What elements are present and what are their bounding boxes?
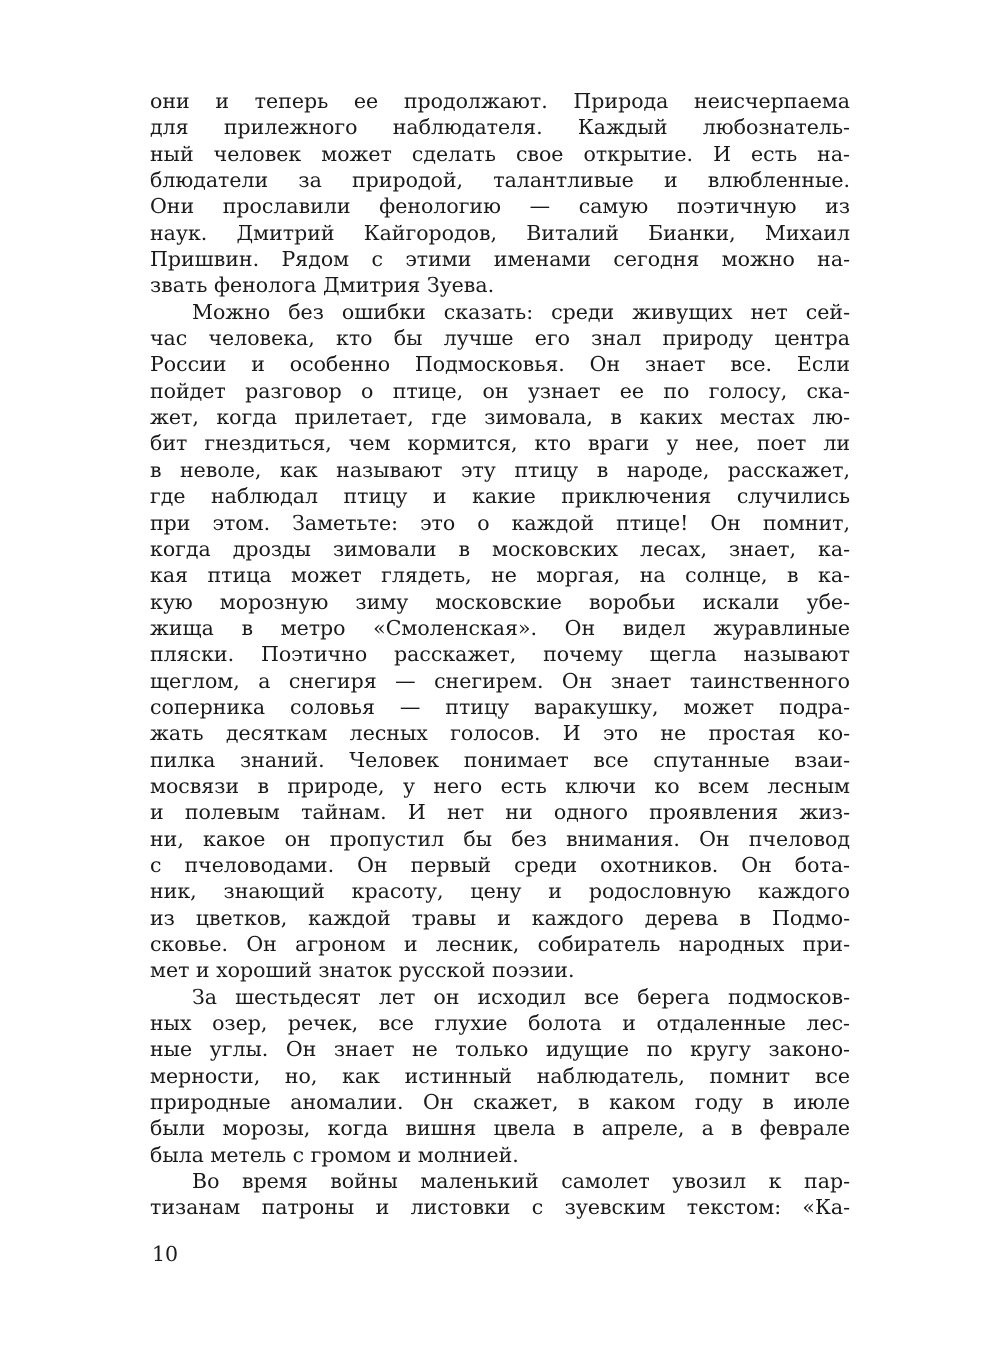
text-line: звать фенолога Дмитрия Зуева. <box>150 273 495 298</box>
paragraph <box>150 299 850 984</box>
text-line: была метель с громом и молнией. <box>150 1142 519 1167</box>
text-line: при этом. Заметьте: это о каждой птице! Он помнит, <box>150 510 850 535</box>
text-line: и полевым тайнам. И нет ни одного проявления жиз- <box>150 800 850 825</box>
text-line: блюдатели за природой, талантливые и влюбленные. <box>150 168 850 193</box>
text-line: наук. Дмитрий Кайгородов, Виталий Бианки, Михаил <box>150 220 850 245</box>
text-line: жет, когда прилетает, где зимовала, в каких местах лю- <box>150 405 850 430</box>
text-line: час человека, кто бы лучше его знал природу центра <box>150 326 850 351</box>
text-line: пляски. Поэтично расскажет, почему щегла называют <box>150 642 850 667</box>
paragraph <box>150 984 850 1168</box>
text-line: природные аномалии. Он скажет, в каком году в июле <box>150 1090 850 1115</box>
text-line: кая птица может глядеть, не моргая, на солнце, в ка- <box>150 563 850 588</box>
text-line: Можно без ошибки сказать: среди живущих нет сей- <box>192 299 850 324</box>
text-line: ный человек может сделать свое открытие. И есть на- <box>150 141 850 166</box>
text-line: они и теперь ее продолжают. Природа неисчерпаема <box>150 89 850 113</box>
text-line: ник, знающий красоту, цену и родословную каждого <box>150 879 850 904</box>
text-line: ных озер, речек, все глухие болота и отдаленные лес- <box>150 1011 850 1036</box>
text-line: для прилежного наблюдателя. Каждый любознатель- <box>150 115 850 140</box>
text-line: в неволе, как называют эту птицу в народе, расскажет, <box>150 457 850 482</box>
text-line: мосвязи в природе, у него есть ключи ко всем лесным <box>150 773 850 798</box>
text-line: пилка знаний. Человек понимает все спутанные взаи- <box>150 747 850 772</box>
text-line: с пчеловодами. Он первый среди охотников. Он бота- <box>150 852 850 877</box>
text-line: тизанам патроны и листовки с зуевским текстом: «Ка- <box>150 1195 850 1220</box>
text-line: России и особенно Подмосковья. Он знает все. Если <box>150 352 850 377</box>
text-line: кую морозную зиму московские воробьи искали убе- <box>150 589 850 614</box>
page-number: 10 <box>152 1242 179 1266</box>
text-line: За шестьдесят лет он исходил все берега подмосков- <box>192 984 850 1009</box>
text-line: жища в метро «Смоленская». Он видел журавлиные <box>150 615 850 640</box>
text-line: жать десяткам лесных голосов. И это не простая ко- <box>150 721 850 746</box>
text-line: где наблюдал птицу и какие приключения случились <box>150 484 850 509</box>
paragraph <box>150 1168 850 1221</box>
text-line: Пришвин. Рядом с этими именами сегодня можно на- <box>150 247 850 272</box>
text-line: мерности, но, как истинный наблюдатель, помнит все <box>150 1063 850 1088</box>
text-line: Они прославили фенологию — самую поэтичную из <box>150 194 850 219</box>
text-line: были морозы, когда вишня цвела в апреле, а в феврале <box>150 1116 850 1141</box>
text-line: пойдет разговор о птице, он узнает ее по голосу, ска- <box>150 378 850 403</box>
text-line: ные углы. Он знает не только идущие по кругу законо- <box>150 1037 850 1062</box>
text-line: из цветков, каждой травы и каждого дерева в Подмо- <box>150 905 850 930</box>
text-line: мет и хороший знаток русской поэзии. <box>150 958 575 983</box>
text-line: Во время войны маленький самолет увозил к пар- <box>192 1169 850 1194</box>
body-text <box>150 88 850 1221</box>
text-line: соперника соловья — птицу варакушку, может подра- <box>150 694 850 719</box>
text-line: ни, какое он пропустил бы без внимания. Он пчеловод <box>150 826 850 851</box>
text-line: бит гнездиться, чем кормится, кто враги у нее, поет ли <box>150 431 850 456</box>
paragraph <box>150 88 850 299</box>
text-line: когда дрозды зимовали в московских лесах, знает, ка- <box>150 536 850 561</box>
text-line: сковье. Он агроном и лесник, собиратель народных при- <box>150 932 850 956</box>
text-line: щеглом, а снегиря — снегирем. Он знает таинственного <box>150 668 850 693</box>
